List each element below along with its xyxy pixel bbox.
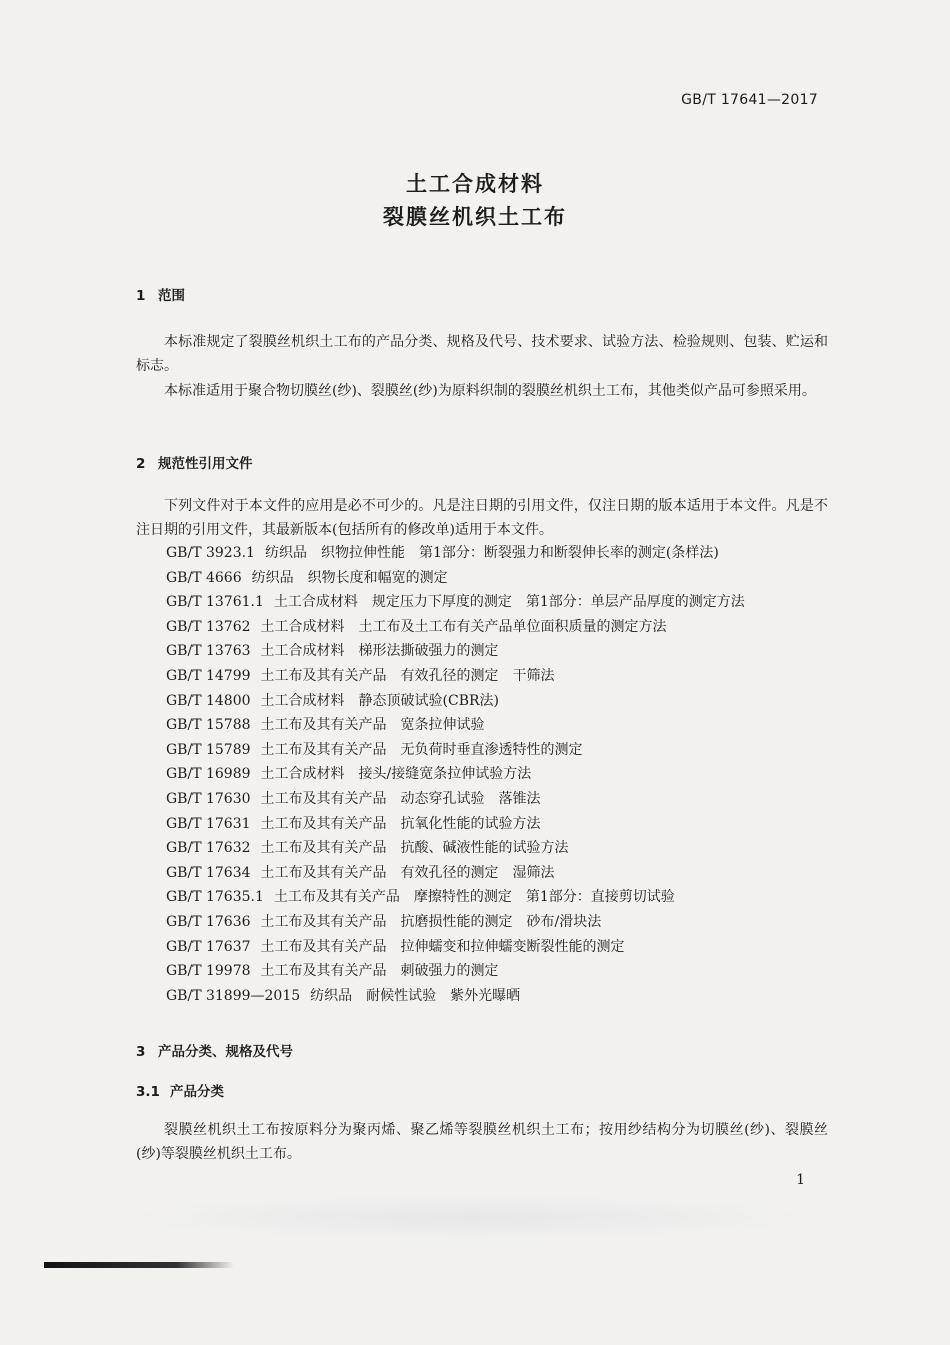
reference-title: 土工布及其有关产品 刺破强力的测定 xyxy=(260,963,499,980)
reference-title: 土工合成材料 静态顶破试验(CBR法) xyxy=(260,692,499,709)
reference-title: 纺织品 织物拉伸性能 第1部分：断裂强力和断裂伸长率的测定(条样法) xyxy=(264,545,719,561)
section-title: 产品分类、规格及代号 xyxy=(158,1044,293,1060)
section-3-heading xyxy=(136,1040,293,1060)
section-1-paragraph-2: 本标准适用于聚合物切膜丝(纱)、裂膜丝(纱)为原料织制的裂膜丝机织土工布，其他类似产品可参照采用。 xyxy=(164,383,816,399)
reference-item xyxy=(166,714,826,739)
reference-code: GB/T 19978 xyxy=(166,963,251,980)
reference-title: 纺织品 织物长度和幅宽的测定 xyxy=(251,569,448,586)
reference-title: 土工布及其有关产品 抗氧化性能的试验方法 xyxy=(260,815,541,832)
reference-title: 土工布及其有关产品 宽条拉伸试验 xyxy=(260,717,485,734)
reference-code: GB/T 31899—2015 xyxy=(166,987,301,1004)
reference-code: GB/T 17634 xyxy=(166,864,251,881)
reference-item xyxy=(166,690,826,715)
reference-code: GB/T 13762 xyxy=(166,618,251,635)
reference-title: 土工布及其有关产品 抗酸、碱液性能的试验方法 xyxy=(260,840,569,857)
reference-item xyxy=(166,960,826,985)
page-number: 1 xyxy=(796,1172,805,1188)
scan-smudge xyxy=(120,1195,820,1240)
reference-item xyxy=(166,936,826,961)
reference-item xyxy=(166,886,826,911)
section-3-1-paragraph: 裂膜丝机织土工布按原料分为聚丙烯、聚乙烯等裂膜丝机织土工布；按用纱结构分为切膜丝(纱)、裂膜丝(纱)等裂膜丝机织土工布。 xyxy=(136,1122,828,1162)
scan-edge-mark xyxy=(44,1262,234,1268)
reference-item xyxy=(166,985,826,1010)
reference-code: GB/T 17636 xyxy=(166,913,251,930)
reference-title: 土工合成材料 土工布及土工布有关产品单位面积质量的测定方法 xyxy=(260,618,667,635)
reference-item xyxy=(166,591,826,616)
reference-item xyxy=(166,542,826,567)
reference-title: 纺织品 耐候性试验 紫外光曝晒 xyxy=(310,987,521,1004)
reference-title: 土工布及其有关产品 有效孔径的测定 湿筛法 xyxy=(260,864,555,881)
section-number: 2 xyxy=(136,456,146,472)
reference-code: GB/T 14799 xyxy=(166,667,251,684)
reference-item xyxy=(166,788,826,813)
reference-title: 土工合成材料 规定压力下厚度的测定 第1部分：单层产品厚度的测定方法 xyxy=(273,594,745,611)
reference-item xyxy=(166,837,826,862)
document-title-line2: 裂膜丝机织土工布 xyxy=(383,205,567,229)
reference-code: GB/T 17630 xyxy=(166,790,251,807)
section-1-heading xyxy=(136,284,185,304)
reference-code: GB/T 4666 xyxy=(166,569,242,586)
reference-code: GB/T 17635.1 xyxy=(166,889,264,906)
reference-item xyxy=(166,567,826,592)
reference-title: 土工合成材料 接头/接缝宽条拉伸试验方法 xyxy=(260,766,532,783)
reference-item xyxy=(166,911,826,936)
reference-item xyxy=(166,665,826,690)
standard-code: GB/T 17641—2017 xyxy=(681,92,818,108)
reference-title: 土工布及其有关产品 动态穿孔试验 落锥法 xyxy=(260,790,541,807)
reference-title: 土工布及其有关产品 摩擦特性的测定 第1部分：直接剪切试验 xyxy=(273,889,675,906)
reference-code: GB/T 17631 xyxy=(166,815,251,832)
reference-title: 土工布及其有关产品 拉伸蠕变和拉伸蠕变断裂性能的测定 xyxy=(260,938,625,955)
reference-title: 土工合成材料 梯形法撕破强力的测定 xyxy=(260,643,499,660)
subsection-title: 产品分类 xyxy=(170,1084,224,1100)
reference-code: GB/T 13761.1 xyxy=(166,594,264,611)
reference-title: 土工布及其有关产品 有效孔径的测定 干筛法 xyxy=(260,667,555,684)
document-title-line1: 土工合成材料 xyxy=(406,172,544,196)
reference-title: 土工布及其有关产品 抗磨损性能的测定 砂布/滑块法 xyxy=(260,913,602,930)
section-2-intro: 下列文件对于本文件的应用是必不可少的。凡是注日期的引用文件，仅注日期的版本适用于本文件。凡是不注日期的引用文件，其最新版本(包括所有的修改单)适用于本文件。 xyxy=(136,498,828,538)
reference-code: GB/T 14800 xyxy=(166,692,251,709)
reference-code: GB/T 13763 xyxy=(166,643,251,660)
reference-item xyxy=(166,862,826,887)
section-title: 规范性引用文件 xyxy=(158,456,253,472)
reference-code: GB/T 17632 xyxy=(166,840,251,857)
reference-code: GB/T 3923.1 xyxy=(166,545,255,561)
reference-list xyxy=(166,542,826,1009)
reference-title: 土工布及其有关产品 无负荷时垂直渗透特性的测定 xyxy=(260,741,583,758)
section-title: 范围 xyxy=(158,288,185,304)
reference-item xyxy=(166,640,826,665)
section-number: 3 xyxy=(136,1044,146,1060)
reference-code: GB/T 16989 xyxy=(166,766,251,783)
section-3-1-heading xyxy=(136,1080,224,1100)
reference-code: GB/T 17637 xyxy=(166,938,251,955)
reference-item xyxy=(166,813,826,838)
reference-item xyxy=(166,616,826,641)
reference-code: GB/T 15788 xyxy=(166,717,251,734)
reference-item xyxy=(166,739,826,764)
subsection-number: 3.1 xyxy=(136,1084,160,1100)
section-2-heading xyxy=(136,452,253,472)
reference-code: GB/T 15789 xyxy=(166,741,251,758)
reference-item xyxy=(166,763,826,788)
section-number: 1 xyxy=(136,288,146,304)
section-1-paragraph-1: 本标准规定了裂膜丝机织土工布的产品分类、规格及代号、技术要求、试验方法、检验规则、包装、贮运和标志。 xyxy=(136,334,828,374)
